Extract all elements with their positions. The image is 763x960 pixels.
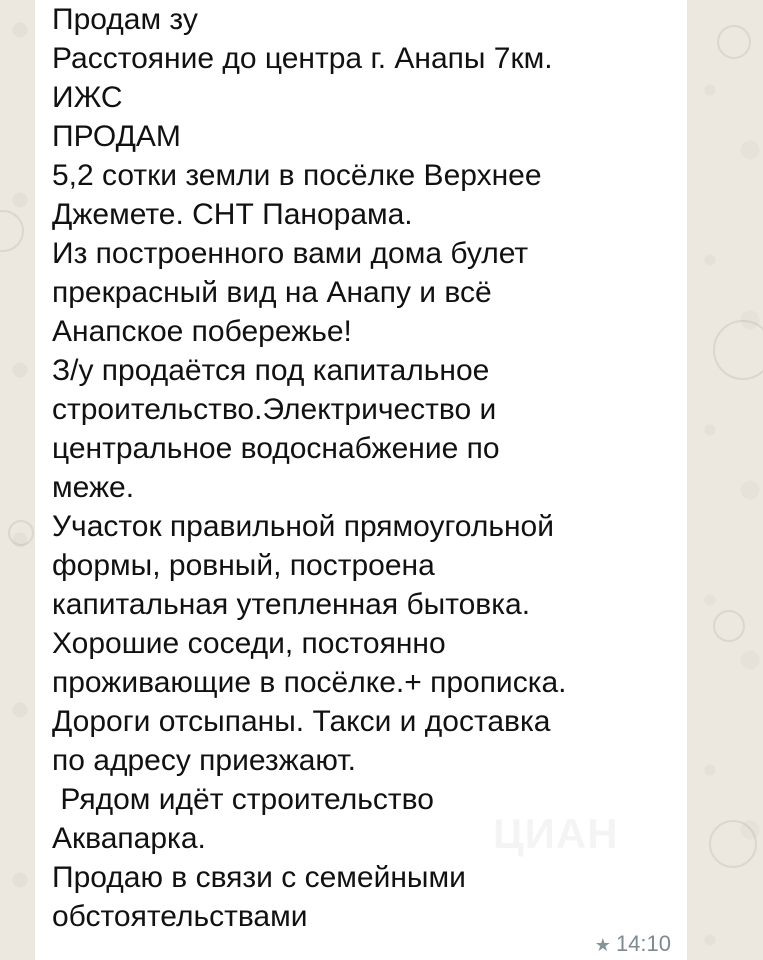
message-line: Из построенного вами дома булет xyxy=(52,237,529,270)
message-line: Аквапарка. xyxy=(52,822,206,855)
message-line: Продам зу xyxy=(52,3,198,36)
background-doodle-icon xyxy=(713,320,763,380)
message-line: З/у продаётся под капитальное xyxy=(52,354,490,387)
message-line: прекрасный вид на Анапу и всё xyxy=(52,276,492,309)
message-text xyxy=(52,0,662,936)
message-line: обстоятельствами xyxy=(52,900,308,933)
message-line: капитальная утепленная бытовка. xyxy=(52,588,531,621)
message-timestamp: 14:10 xyxy=(615,931,671,956)
background-doodle-icon xyxy=(0,210,24,252)
message-line: Участок правильной прямоугольной xyxy=(52,510,554,543)
message-line: формы, ровный, построена xyxy=(52,549,435,582)
message-line: 5,2 сотки земли в посёлке Верхнее xyxy=(52,159,542,192)
background-doodle-icon xyxy=(709,820,757,868)
background-doodle-icon xyxy=(713,610,745,642)
message-line: ПРОДАМ xyxy=(52,120,181,153)
message-meta xyxy=(595,931,671,957)
message-line: Джемете. СНТ Панорама. xyxy=(52,198,413,231)
message-line: Расстояние до центра г. Анапы 7км. xyxy=(52,42,553,75)
message-line: проживающие в посёлке.+ прописка. xyxy=(52,666,567,699)
message-line: Хорошие соседи, постоянно xyxy=(52,627,446,660)
message-line: Продаю в связи с семейными xyxy=(52,861,466,894)
message-line: Рядом идёт строительство xyxy=(52,783,434,816)
background-doodle-icon xyxy=(8,520,34,546)
watermark xyxy=(493,810,619,858)
message-line: меже. xyxy=(52,471,135,504)
message-line: по адресу приезжают. xyxy=(52,744,356,777)
message-line: строительство.Электричество и xyxy=(52,393,497,426)
message-line: Дороги отсыпаны. Такси и доставка xyxy=(52,705,551,738)
message-line: центральное водоснабжение по xyxy=(52,432,500,465)
message-line: ИЖС xyxy=(52,81,123,114)
background-doodle-icon xyxy=(717,25,751,59)
star-icon: ★ xyxy=(594,935,611,955)
message-line: Анапское побережье! xyxy=(52,315,352,348)
